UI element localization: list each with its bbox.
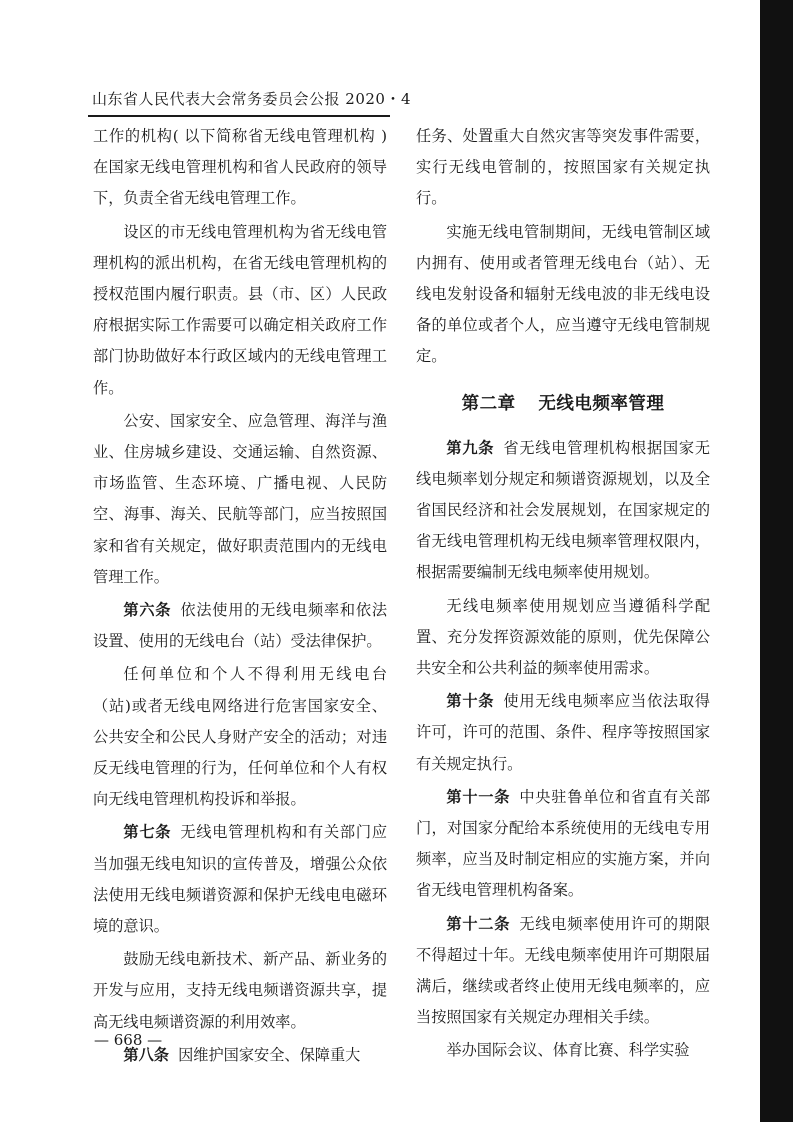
article-label: 第六条 bbox=[123, 601, 172, 620]
page-header: 山东省人民代表大会常务委员会公报 2020・4 bbox=[92, 90, 411, 108]
paragraph-text: 设区的市无线电管理机构为省无线电管理机构的派出机构，在省无线电管理机构的授权范围内履行职责。县（市、区）人民政府根据实际工作需要可以确定相关政府工作部门协助做好本行政区域内的无线电管理工作。 bbox=[93, 222, 387, 397]
paragraph-text: 任务、处置重大自然灾害等突发事件需要，实行无线电管制的，按照国家有关规定执行。 bbox=[416, 127, 710, 208]
body-paragraph bbox=[93, 944, 387, 1038]
paragraph-text: 公安、国家安全、应急管理、海洋与渔业、住房城乡建设、交通运输、自然资源、市场监管、生态环境、广播电视、人民防空、海事、海关、民航等部门，应当按照国家和省有关规定，做好职责范围内的无线电管理工作。 bbox=[93, 411, 387, 586]
article-label: 第十二条 bbox=[446, 914, 511, 933]
right-column bbox=[416, 121, 710, 1069]
article-paragraph bbox=[416, 782, 710, 907]
article-label: 第十条 bbox=[446, 692, 495, 711]
paragraph-text: 工作的机构( 以下简称省无线电管理机构 ) 在国家无线电管理机构和省人民政府的领导下，负责全省无线电管理工作。 bbox=[93, 127, 387, 208]
article-label: 第七条 bbox=[123, 823, 172, 842]
body-paragraph bbox=[93, 121, 387, 215]
page-number: — 668 — bbox=[94, 1031, 163, 1049]
body-paragraph bbox=[416, 121, 710, 215]
chapter-title: 无线电频率管理 bbox=[538, 393, 665, 414]
scan-edge-bar bbox=[760, 0, 793, 1122]
body-paragraph bbox=[416, 591, 710, 685]
paragraph-text: 鼓励无线电新技术、新产品、新业务的开发与应用，支持无线电频谱资源共享，提高无线电频谱资源的利用效率。 bbox=[93, 950, 387, 1031]
body-paragraph bbox=[416, 217, 710, 373]
paragraph-text: 无线电频率使用许可的期限不得超过十年。无线电频率使用许可期限届满后，继续或者终止使用无线电频率的，应当按照国家有关规定办理相关手续。 bbox=[416, 914, 711, 1027]
paragraph-text: 省无线电管理机构根据国家无线电频率划分规定和频谱资源规划，以及全省国民经济和社会发展规划，在国家规定的省无线电管理机构无线电频率管理权限内，根据需要编制无线电频率使用规划。 bbox=[416, 438, 711, 582]
article-paragraph bbox=[93, 817, 387, 942]
body-paragraph bbox=[93, 659, 387, 815]
body-paragraph bbox=[416, 1035, 710, 1066]
chapter-label: 第二章 bbox=[461, 393, 516, 414]
article-label: 第八条 bbox=[123, 1045, 169, 1064]
paragraph-text: 实施无线电管制期间，无线电管制区域内拥有、使用或者管理无线电台（站）、无线电发射设备和辐射无线电波的非无线电设备的单位或者个人，应当遵守无线电管制规定。 bbox=[416, 222, 710, 366]
paragraph-text: 使用无线电频率应当依法取得许可，许可的范围、条件、程序等按照国家有关规定执行。 bbox=[416, 692, 711, 773]
paragraph-text: 中央驻鲁单位和省直有关部门，对国家分配给本系统使用的无线电专用频率，应当及时制定相应的实施方案，并向省无线电管理机构备案。 bbox=[416, 787, 711, 900]
paragraph-text: 举办国际会议、体育比赛、科学实验 bbox=[446, 1041, 690, 1060]
body-paragraph bbox=[93, 406, 387, 593]
paragraph-text: 依法使用的无线电频率和依法设置、使用的无线电台（站）受法律保护。 bbox=[93, 601, 388, 651]
article-paragraph bbox=[416, 433, 710, 589]
paragraph-text: 任何单位和个人不得利用无线电台（站)或者无线电网络进行危害国家安全、公共安全和公民人身财产安全的活动；对违反无线电管理的行为，任何单位和个人有权向无线电管理机构投诉和举报。 bbox=[93, 665, 387, 809]
article-label: 第九条 bbox=[446, 438, 495, 457]
article-paragraph bbox=[416, 686, 710, 780]
body-paragraph bbox=[93, 217, 387, 404]
header-rule bbox=[88, 115, 390, 117]
article-paragraph bbox=[93, 595, 387, 657]
paragraph-text: 因维护国家安全、保障重大 bbox=[178, 1045, 361, 1064]
chapter-heading bbox=[416, 389, 710, 419]
article-paragraph bbox=[416, 909, 710, 1034]
article-label: 第十一条 bbox=[446, 787, 511, 806]
left-column bbox=[93, 121, 387, 1073]
paragraph-text: 无线电频率使用规划应当遵循科学配置、充分发挥资源效能的原则，优先保障公共安全和公共利益的频率使用需求。 bbox=[416, 596, 710, 678]
paragraph-text: 无线电管理机构和有关部门应当加强无线电知识的宣传普及，增强公众依法使用无线电频谱资源和保护无线电电磁环境的意识。 bbox=[93, 823, 388, 936]
